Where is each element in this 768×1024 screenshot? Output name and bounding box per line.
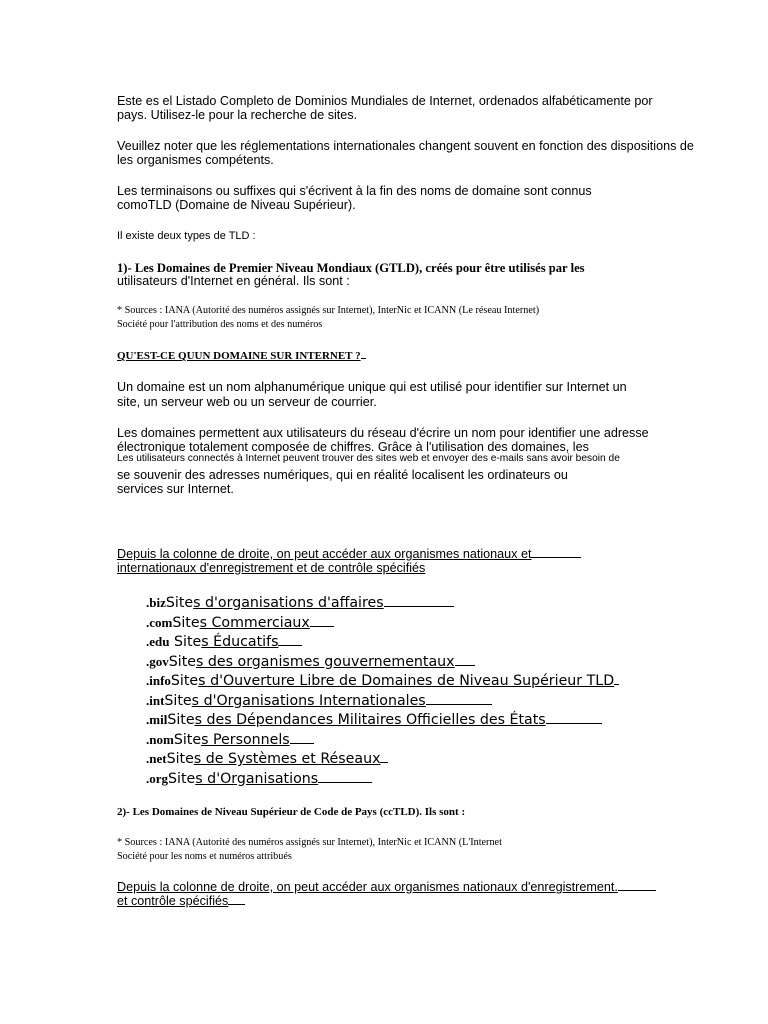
definition-line-2: site, un serveur web ou un serveur de courrier. <box>117 395 377 409</box>
tld-desc-link[interactable]: s d'Organisations <box>195 770 319 787</box>
question-heading-text: QU'EST-CE QUUN DOMAINE SUR INTERNET ? <box>117 350 361 362</box>
registry-link2-underline-tail-1 <box>618 889 656 891</box>
registry-link-line-2[interactable] <box>117 561 425 576</box>
registry-link2-line-1[interactable] <box>117 880 656 895</box>
tld-underline-tail <box>614 683 619 685</box>
tld-desc-link[interactable]: s Commerciaux <box>199 614 310 631</box>
tld-desc-lead: Site <box>164 692 192 709</box>
tld-underline-tail <box>318 781 372 783</box>
intro-line-2: pays. Utilisez-le pour la recherche de sites. <box>117 108 358 122</box>
tld-item[interactable] <box>146 672 619 692</box>
tld-item[interactable] <box>146 731 619 751</box>
tld-desc-lead: Site <box>166 751 194 767</box>
tld-item[interactable] <box>146 750 619 770</box>
tld-code: .nom <box>146 731 174 747</box>
tld-underline-tail <box>290 742 314 744</box>
tld-desc-lead: Site <box>170 673 199 689</box>
types-line: Il existe deux types de TLD : <box>117 230 256 242</box>
tld-underline-tail <box>310 625 334 627</box>
purpose-line-1: Les domaines permettent aux utilisateurs du réseau d'écrire un nom pour identifier une adresse <box>117 426 649 440</box>
section1-sources-line-1: * Sources : IANA (Autorité des numéros assignés sur Internet), InterNic et ICANN (Le réseau Internet) <box>117 305 540 316</box>
tld-underline-tail <box>546 722 602 724</box>
tld-desc-link[interactable]: s des organismes gouvernementaux <box>196 653 455 670</box>
tld-desc-lead: Site <box>165 595 194 611</box>
registry-link-line-1[interactable] <box>117 547 581 562</box>
tld-desc-lead: Site <box>168 770 196 787</box>
section2-sources-line-1: * Sources : IANA (Autorité des numéros assignés sur Internet), InterNic et ICANN (L'Internet <box>117 837 502 848</box>
gtld-list <box>146 594 619 789</box>
tld-underline-tail <box>455 664 475 666</box>
tld-desc-lead: Site <box>169 634 202 650</box>
registry-link2-line-2[interactable] <box>117 894 245 909</box>
purpose-line-2: électronique totalement composée de chiffres. Grâce à l'utilisation des domaines, les <box>117 440 589 454</box>
tld-desc-link[interactable]: s d'Organisations Internationales <box>191 692 426 709</box>
tld-code: .com <box>146 614 173 630</box>
tld-desc-lead: Site <box>172 614 200 631</box>
registry-link-underline-tail-1 <box>531 556 581 558</box>
tld-item[interactable] <box>146 594 619 614</box>
tld-code: .info <box>146 673 171 688</box>
tld-item[interactable] <box>146 711 619 731</box>
tld-desc-lead: Site <box>168 653 196 670</box>
section2-heading: 2)- Les Domaines de Niveau Supérieur de Code de Pays (ccTLD). Ils sont : <box>117 806 466 818</box>
question-heading <box>117 350 366 363</box>
tld-code: .edu <box>146 634 170 649</box>
tld-underline-tail <box>384 605 454 607</box>
tld-underline-tail <box>426 703 492 705</box>
section2-sources-line-2: Société pour les noms et numéros attribués <box>117 851 292 862</box>
tld-item[interactable] <box>146 770 619 790</box>
definition-line-1: Un domaine est un nom alphanumérique unique qui est utilisé pour identifier sur Internet un <box>117 380 627 394</box>
tld-desc-lead: Site <box>167 712 195 728</box>
section1-heading-line-2: utilisateurs d'Internet en général. Ils sont : <box>117 274 350 288</box>
tld-desc-link[interactable]: s de Systèmes et Réseaux <box>193 751 381 767</box>
tld-item[interactable] <box>146 692 619 712</box>
registry-link-text-2[interactable]: internationaux d'enregistrement et de contrôle spécifiés <box>117 561 426 575</box>
tld-code: .net <box>146 751 167 766</box>
note-line-1: Veuillez noter que les réglementations internationales changent souvent en fonction des dispositions de <box>117 139 694 153</box>
tld-code: .gov <box>146 653 169 669</box>
registry-link2-text-2[interactable]: et contrôle spécifiés <box>117 894 229 908</box>
tld-desc-link[interactable]: s des Dépendances Militaires Officielles des États <box>194 712 546 728</box>
registry-link2-text-1[interactable]: Depuis la colonne de droite, on peut accéder aux organismes nationaux d'enregistrement. <box>117 880 618 894</box>
suffix-line-2: comoTLD (Domaine de Niveau Supérieur). <box>117 198 356 212</box>
note-line-2: les organismes compétents. <box>117 153 274 167</box>
tld-desc-link[interactable]: s Éducatifs <box>201 634 279 650</box>
suffix-line-1: Les terminaisons ou suffixes qui s'écrivent à la fin des noms de domaine sont connus <box>117 184 592 198</box>
tld-underline-tail <box>380 761 388 763</box>
tld-code: .int <box>146 692 165 708</box>
tld-code: .biz <box>146 595 166 610</box>
tld-desc-link[interactable]: s Personnels <box>201 731 290 748</box>
tld-code: .mil <box>146 712 168 727</box>
tld-item[interactable] <box>146 614 619 634</box>
section1-heading: 1)- Les Domaines de Premier Niveau Mondiaux (GTLD), créés pour être utilisés par les <box>117 261 585 275</box>
tld-desc-link[interactable]: s d'organisations d'affaires <box>193 595 384 611</box>
purpose-line-5: services sur Internet. <box>117 482 234 496</box>
intro-line-1: Este es el Listado Completo de Dominios Mundiales de Internet, ordenados alfabéticamente por <box>117 94 653 108</box>
tld-item[interactable] <box>146 633 619 653</box>
tld-underline-tail <box>278 644 302 646</box>
purpose-line-3: Les utilisateurs connectés à Internet peuvent trouver des sites web et envoyer des e-mails sans avoir besoin de <box>117 453 620 464</box>
tld-desc-lead: Site <box>173 731 202 748</box>
tld-desc-link[interactable]: s d'Ouverture Libre de Domaines de Niveau Supérieur TLD <box>198 673 615 689</box>
registry-link-text-1[interactable]: Depuis la colonne de droite, on peut accéder aux organismes nationaux et <box>117 547 532 561</box>
registry-link2-underline-tail-2 <box>228 903 245 905</box>
purpose-line-4: se souvenir des adresses numériques, qui en réalité localisent les ordinateurs ou <box>117 468 568 482</box>
question-heading-underline-tail <box>361 357 366 359</box>
section1-sources-line-2: Société pour l'attribution des noms et des numéros <box>117 319 323 330</box>
tld-item[interactable] <box>146 653 619 673</box>
tld-code: .org <box>146 770 169 786</box>
